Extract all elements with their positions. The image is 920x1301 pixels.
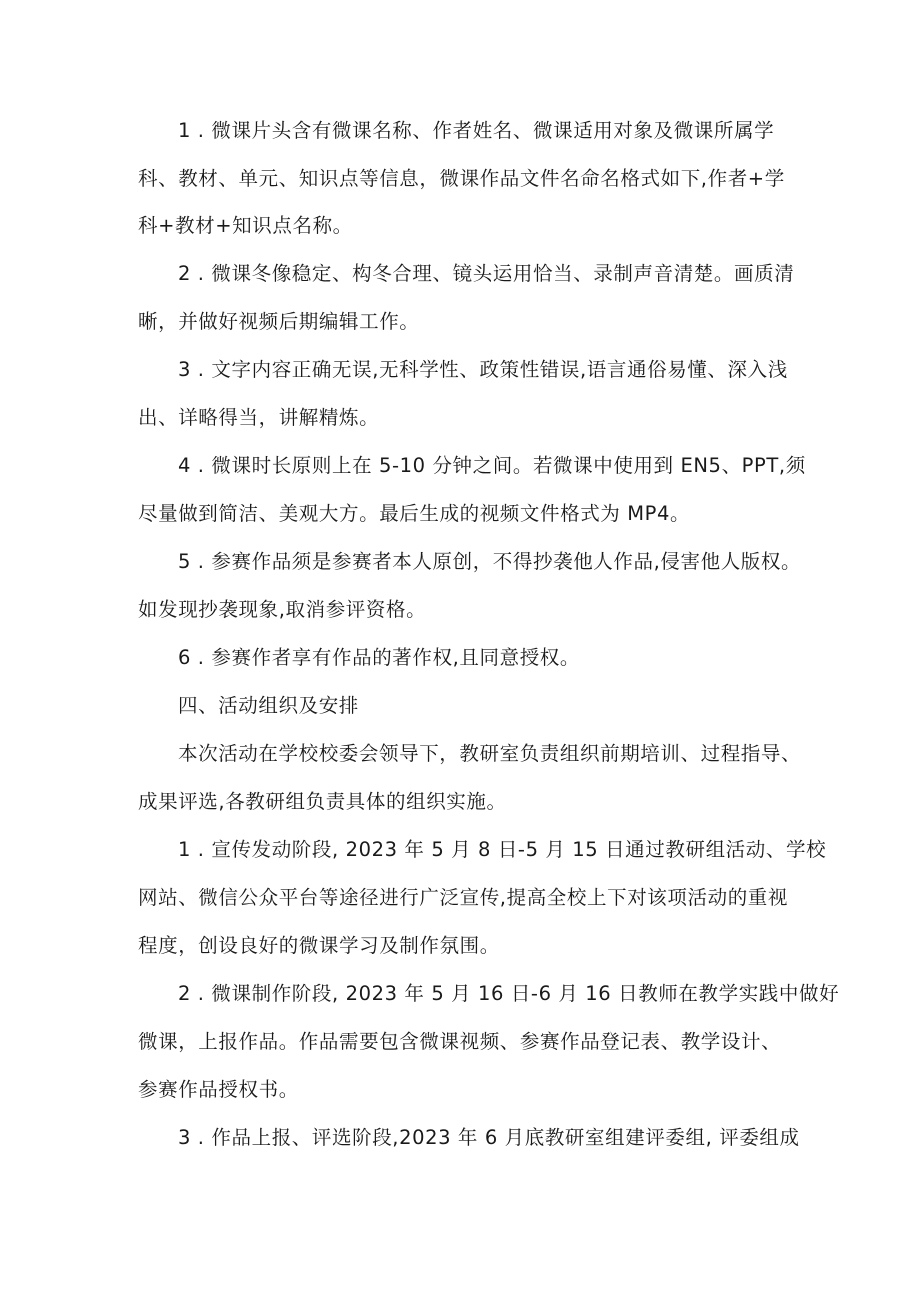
intro-line-2: 成果评选,各教研组负责具体的组织实施。 xyxy=(138,790,507,813)
stage-3-line-1: 3 . 作品上报、评选阶段,2023 年 6 月底教研室组建评委组, 评委组成 xyxy=(178,1126,800,1149)
item-2-line-1: 2 . 微课冬像稳定、构冬合理、镜头运用恰当、录制声音清楚。画质清 xyxy=(178,262,795,285)
item-6-line-1: 6 . 参赛作者享有作品的著作权,且同意授权。 xyxy=(178,646,581,669)
section-heading: 四、活动组织及安排 xyxy=(178,694,359,717)
item-4-line-1: 4 . 微课时长原则上在 5-10 分钟之间。若微课中使用到 EN5、PPT,须 xyxy=(178,454,806,477)
item-3-line-2: 出、详略得当，讲解精炼。 xyxy=(138,406,380,429)
item-4-line-2: 尽量做到简洁、美观大方。最后生成的视频文件格式为 MP4。 xyxy=(138,502,691,525)
intro-line-1: 本次活动在学校校委会领导下，教研室负责组织前期培训、过程指导、 xyxy=(178,742,802,765)
item-1-line-2: 科、教材、单元、知识点等信息，微课作品文件名命名格式如下,作者+学 xyxy=(138,167,785,190)
stage-1-line-2: 网站、微信公众平台等途径进行广泛宣传,提高全校上下对该项活动的重视 xyxy=(138,886,788,909)
stage-1-line-1: 1 . 宣传发动阶段, 2023 年 5 月 8 日-5 月 15 日通过教研组活动、学校 xyxy=(178,838,827,861)
item-5-line-2: 如发现抄袭现象,取消参评资格。 xyxy=(138,598,427,621)
stage-2-line-2: 微课，上报作品。作品需要包含微课视频、参赛作品登记表、教学设计、 xyxy=(138,1030,782,1053)
stage-2-line-3: 参赛作品授权书。 xyxy=(138,1078,299,1101)
stage-1-line-3: 程度，创设良好的微课学习及制作氛围。 xyxy=(138,934,500,957)
item-2-line-2: 晰，并做好视频后期编辑工作。 xyxy=(138,310,420,333)
item-3-line-1: 3 . 文字内容正确无误,无科学性、政策性错误,语言通俗易懂、深入浅 xyxy=(178,358,788,381)
item-1-line-3: 科+教材+知识点名称。 xyxy=(138,214,353,237)
item-1-line-1: 1 . 微课片头含有微课名称、作者姓名、微课适用对象及微课所属学 xyxy=(178,119,775,142)
item-5-line-1: 5 . 参赛作品须是参赛者本人原创，不得抄袭他人作品,侵害他人版权。 xyxy=(178,550,802,573)
stage-2-line-1: 2 . 微课制作阶段, 2023 年 5 月 16 日-6 月 16 日教师在教学实践中做好 xyxy=(178,982,840,1005)
